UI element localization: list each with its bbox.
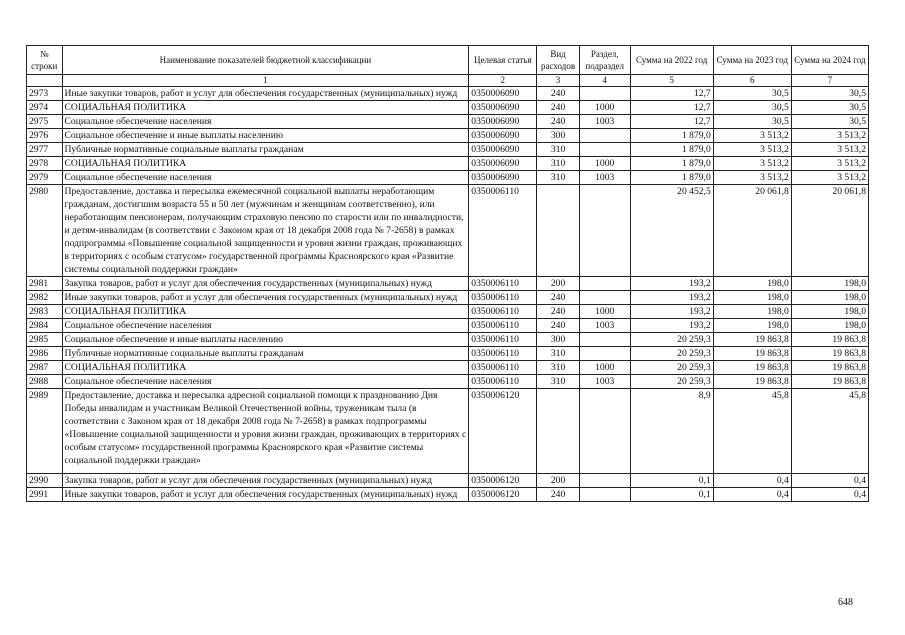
cell-expense-type: 240 [537,291,580,305]
cell-sum-2024: 3 513,2 [791,143,868,157]
cell-section: 1003 [579,319,630,333]
column-number: 3 [537,75,580,87]
cell-indicator-name: Иные закупки товаров, работ и услуг для обеспечения государственных (муниципальных) нужд [62,291,469,305]
table-row [27,157,869,171]
cell-sum-2024: 198,0 [791,319,868,333]
table-row [27,319,869,333]
cell-row-number: 2984 [27,319,63,333]
cell-expense-type: 310 [537,157,580,171]
cell-indicator-name: Иные закупки товаров, работ и услуг для обеспечения государственных (муниципальных) нужд [62,87,469,101]
cell-target-article: 0350006110 [469,347,537,361]
cell-sum-2022: 8,9 [630,389,713,474]
cell-sum-2024: 19 863,8 [791,347,868,361]
cell-sum-2024: 198,0 [791,277,868,291]
cell-section [579,277,630,291]
cell-expense-type: 310 [537,143,580,157]
cell-sum-2022: 1 879,0 [630,157,713,171]
cell-row-number: 2983 [27,305,63,319]
cell-sum-2023: 198,0 [713,305,791,319]
table-row [27,375,869,389]
cell-target-article: 0350006120 [469,488,537,502]
cell-target-article: 0350006110 [469,333,537,347]
cell-sum-2022: 193,2 [630,305,713,319]
header-section: Раздел, подраздел [579,46,630,75]
cell-target-article: 0350006120 [469,389,537,474]
cell-sum-2023: 30,5 [713,115,791,129]
cell-target-article: 0350006110 [469,361,537,375]
header-sum-2024: Сумма на 2024 год [791,46,868,75]
cell-sum-2023: 19 863,8 [713,333,791,347]
cell-sum-2024: 0,4 [791,474,868,488]
cell-row-number: 2977 [27,143,63,157]
cell-indicator-name: СОЦИАЛЬНАЯ ПОЛИТИКА [62,305,469,319]
cell-indicator-name: Публичные нормативные социальные выплаты гражданам [62,347,469,361]
cell-sum-2024: 19 863,8 [791,361,868,375]
cell-section [579,143,630,157]
cell-sum-2023: 3 513,2 [713,129,791,143]
cell-expense-type: 310 [537,347,580,361]
cell-sum-2023: 198,0 [713,291,791,305]
cell-section: 1003 [579,171,630,185]
cell-sum-2022: 193,2 [630,291,713,305]
cell-sum-2022: 193,2 [630,277,713,291]
table-row [27,361,869,375]
cell-sum-2023: 19 863,8 [713,375,791,389]
cell-section: 1000 [579,361,630,375]
cell-sum-2022: 12,7 [630,115,713,129]
cell-indicator-name: Социальное обеспечение и иные выплаты населению [62,333,469,347]
column-number-row [27,75,869,87]
cell-sum-2022: 12,7 [630,101,713,115]
cell-sum-2023: 19 863,8 [713,361,791,375]
cell-sum-2022: 20 259,3 [630,361,713,375]
cell-section [579,389,630,474]
table-row [27,389,869,474]
cell-sum-2022: 20 259,3 [630,347,713,361]
cell-sum-2024: 3 513,2 [791,171,868,185]
column-number: 7 [791,75,868,87]
cell-row-number: 2974 [27,101,63,115]
cell-target-article: 0350006110 [469,319,537,333]
cell-sum-2024: 30,5 [791,87,868,101]
cell-sum-2022: 193,2 [630,319,713,333]
cell-target-article: 0350006090 [469,157,537,171]
cell-target-article: 0350006110 [469,277,537,291]
cell-indicator-name: Предоставление, доставка и пересылка ежемесячной социальной выплаты неработающим гражданам, достигшим возраста 55 и 50 лет (мужчинам и женщинам соответственно), или неработающим пенсионерам, получающим страховую пенсию по старости или по инвалидности, и детям-инвалидам (в соответствии с Законом края от 18 декабря 2008 года № 7-2658) в рамках подпрограммы «Повышение социальной защищенности и уровня жизни граждан, проживающих в территориях с особым статусом» государственной программы Красноярского края «Развитие системы социальной поддержки граждан» [62,185,469,277]
cell-expense-type: 240 [537,305,580,319]
cell-expense-type: 240 [537,115,580,129]
cell-sum-2022: 20 259,3 [630,333,713,347]
cell-row-number: 2976 [27,129,63,143]
cell-sum-2024: 3 513,2 [791,157,868,171]
cell-row-number: 2980 [27,185,63,277]
cell-sum-2024: 30,5 [791,101,868,115]
cell-sum-2022: 12,7 [630,87,713,101]
cell-indicator-name: Социальное обеспечение населения [62,171,469,185]
cell-sum-2023: 3 513,2 [713,157,791,171]
table-row [27,143,869,157]
cell-sum-2024: 30,5 [791,115,868,129]
cell-sum-2023: 0,4 [713,474,791,488]
budget-page [26,45,869,502]
cell-sum-2024: 20 061,8 [791,185,868,277]
cell-expense-type: 310 [537,361,580,375]
table-row [27,333,869,347]
cell-row-number: 2973 [27,87,63,101]
cell-sum-2023: 30,5 [713,101,791,115]
cell-indicator-name: Предоставление, доставка и пересылка адресной социальной помощи к празднованию Дня Победы инвалидам и участникам Великой Отечественной войны, труженикам тыла (в соответствии с Законом края от 18 декабря 2008 года № 7-2658) в рамках подпрограммы «Повышение социальной защищенности и уровня жизни граждан, проживающих в территориях с особым статусом» государственной программы Красноярского края «Развитие системы социальной поддержки граждан» [62,389,469,474]
cell-target-article: 0350006090 [469,143,537,157]
cell-row-number: 2975 [27,115,63,129]
cell-indicator-name: Социальное обеспечение населения [62,115,469,129]
table-row [27,171,869,185]
header-expense-type: Вид расходов [537,46,580,75]
cell-target-article: 0350006090 [469,101,537,115]
cell-target-article: 0350006120 [469,474,537,488]
cell-expense-type: 310 [537,171,580,185]
cell-sum-2022: 20 452,5 [630,185,713,277]
budget-table [26,45,869,502]
cell-section [579,488,630,502]
cell-section [579,129,630,143]
column-number: 1 [62,75,469,87]
table-row [27,347,869,361]
table-header-row [27,46,869,75]
header-target-article: Целевая статья [469,46,537,75]
cell-target-article: 0350006110 [469,291,537,305]
table-row [27,305,869,319]
header-sum-2023: Сумма на 2023 год [713,46,791,75]
cell-sum-2024: 45,8 [791,389,868,474]
cell-section: 1000 [579,157,630,171]
cell-section: 1003 [579,375,630,389]
cell-row-number: 2979 [27,171,63,185]
cell-row-number: 2988 [27,375,63,389]
table-row [27,115,869,129]
cell-section [579,185,630,277]
cell-expense-type [537,389,580,474]
cell-expense-type: 240 [537,87,580,101]
cell-expense-type: 240 [537,319,580,333]
cell-row-number: 2981 [27,277,63,291]
cell-expense-type: 300 [537,333,580,347]
table-row [27,474,869,488]
cell-sum-2023: 20 061,8 [713,185,791,277]
header-name: Наименование показателей бюджетной классификации [62,46,469,75]
cell-section [579,87,630,101]
cell-section: 1003 [579,115,630,129]
cell-sum-2022: 0,1 [630,488,713,502]
cell-expense-type: 240 [537,488,580,502]
cell-sum-2023: 0,4 [713,488,791,502]
cell-sum-2024: 19 863,8 [791,333,868,347]
cell-sum-2023: 45,8 [713,389,791,474]
column-number: 6 [713,75,791,87]
table-row [27,87,869,101]
cell-sum-2022: 1 879,0 [630,143,713,157]
cell-row-number: 2978 [27,157,63,171]
table-row [27,129,869,143]
cell-sum-2023: 3 513,2 [713,171,791,185]
cell-sum-2022: 1 879,0 [630,129,713,143]
cell-section [579,333,630,347]
cell-section [579,291,630,305]
cell-target-article: 0350006090 [469,171,537,185]
cell-target-article: 0350006110 [469,375,537,389]
column-number: 4 [579,75,630,87]
cell-sum-2023: 3 513,2 [713,143,791,157]
table-body [27,87,869,502]
cell-sum-2023: 198,0 [713,319,791,333]
table-row [27,488,869,502]
cell-target-article: 0350006090 [469,129,537,143]
table-row [27,277,869,291]
cell-sum-2022: 20 259,3 [630,375,713,389]
column-number: 5 [630,75,713,87]
column-number: 2 [469,75,537,87]
cell-sum-2023: 30,5 [713,87,791,101]
cell-indicator-name: Закупка товаров, работ и услуг для обеспечения государственных (муниципальных) нужд [62,277,469,291]
table-row [27,101,869,115]
cell-section: 1000 [579,101,630,115]
cell-indicator-name: Социальное обеспечение населения [62,319,469,333]
cell-row-number: 2991 [27,488,63,502]
cell-sum-2024: 19 863,8 [791,375,868,389]
cell-indicator-name: Социальное обеспечение населения [62,375,469,389]
cell-sum-2024: 0,4 [791,488,868,502]
cell-row-number: 2986 [27,347,63,361]
cell-expense-type [537,185,580,277]
cell-sum-2023: 19 863,8 [713,347,791,361]
cell-sum-2022: 0,1 [630,474,713,488]
cell-indicator-name: СОЦИАЛЬНАЯ ПОЛИТИКА [62,361,469,375]
header-sum-2022: Сумма на 2022 год [630,46,713,75]
cell-sum-2024: 3 513,2 [791,129,868,143]
cell-expense-type: 200 [537,474,580,488]
cell-indicator-name: СОЦИАЛЬНАЯ ПОЛИТИКА [62,157,469,171]
cell-indicator-name: СОЦИАЛЬНАЯ ПОЛИТИКА [62,101,469,115]
cell-indicator-name: Публичные нормативные социальные выплаты гражданам [62,143,469,157]
cell-expense-type: 240 [537,101,580,115]
cell-row-number: 2990 [27,474,63,488]
cell-row-number: 2987 [27,361,63,375]
table-row [27,185,869,277]
cell-sum-2024: 198,0 [791,291,868,305]
cell-indicator-name: Закупка товаров, работ и услуг для обеспечения государственных (муниципальных) нужд [62,474,469,488]
cell-row-number: 2985 [27,333,63,347]
table-row [27,291,869,305]
cell-expense-type: 310 [537,375,580,389]
cell-sum-2022: 1 879,0 [630,171,713,185]
cell-indicator-name: Социальное обеспечение и иные выплаты населению [62,129,469,143]
cell-section [579,474,630,488]
cell-sum-2023: 198,0 [713,277,791,291]
cell-target-article: 0350006110 [469,185,537,277]
cell-row-number: 2989 [27,389,63,474]
cell-section [579,347,630,361]
header-row-number: № строки [27,46,63,75]
cell-indicator-name: Иные закупки товаров, работ и услуг для обеспечения государственных (муниципальных) нужд [62,488,469,502]
cell-sum-2024: 198,0 [791,305,868,319]
cell-target-article: 0350006090 [469,87,537,101]
cell-expense-type: 200 [537,277,580,291]
cell-section: 1000 [579,305,630,319]
cell-target-article: 0350006110 [469,305,537,319]
column-number [27,75,63,87]
cell-expense-type: 300 [537,129,580,143]
cell-row-number: 2982 [27,291,63,305]
page-number: 648 [838,597,853,608]
cell-target-article: 0350006090 [469,115,537,129]
